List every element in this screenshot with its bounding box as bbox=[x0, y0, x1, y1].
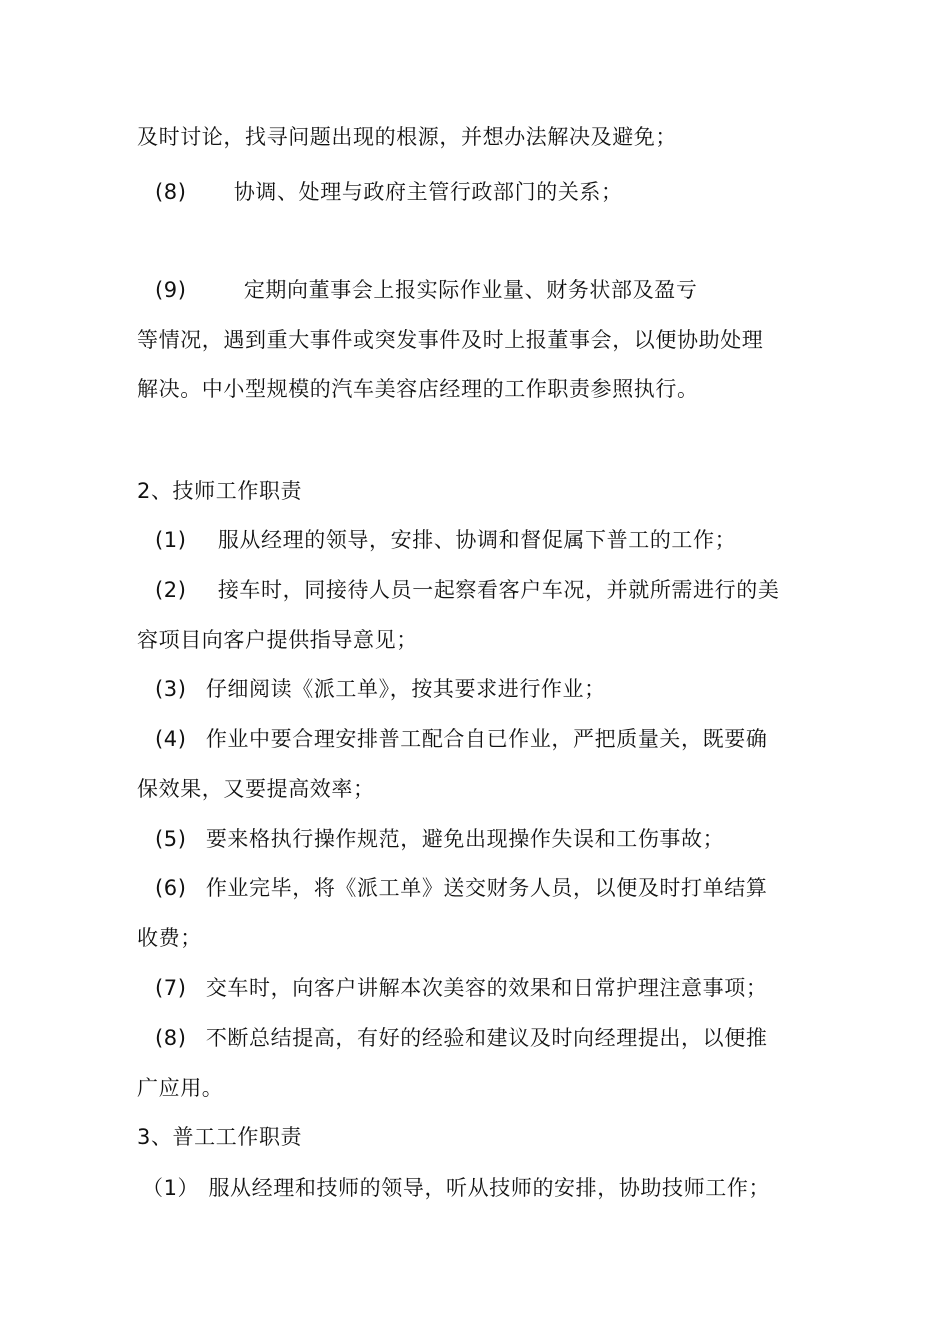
list-item-manager-9 bbox=[155, 276, 697, 304]
list-item-technician-7 bbox=[155, 974, 767, 1002]
item-text: 作业中要合理安排普工配合自已作业，严把质量关，既要确 bbox=[205, 727, 768, 751]
list-item-technician-5 bbox=[155, 825, 724, 853]
item-number: (7) bbox=[155, 976, 187, 1000]
item-text: 服从经理和技师的领导，听从技师的安排，协助技师工作； bbox=[208, 1176, 771, 1200]
item-number: (1) bbox=[155, 528, 187, 552]
item-text: 协调、处理与政府主管行政部门的关系； bbox=[233, 180, 623, 204]
item-number: (2) bbox=[155, 578, 187, 602]
item-number: (6) bbox=[155, 876, 187, 900]
paragraph-line: 等情况，遇到重大事件或突发事件及时上报董事会，以便协助处理 bbox=[137, 328, 764, 352]
item-number: (9) bbox=[155, 278, 187, 302]
paragraph-line: 解决。中小型规模的汽车美容店经理的工作职责参照执行。 bbox=[137, 377, 699, 401]
item-number: （1） bbox=[142, 1176, 200, 1200]
list-item-worker-1 bbox=[142, 1174, 770, 1202]
paragraph-line: 收费； bbox=[137, 926, 202, 950]
paragraph-line: 广应用。 bbox=[137, 1076, 224, 1100]
item-text: 定期向董事会上报实际作业量、财务状部及盈亏 bbox=[243, 278, 698, 302]
item-text: 交车时，向客户讲解本次美容的效果和日常护理注意事项； bbox=[205, 976, 768, 1000]
item-number: (8) bbox=[155, 1026, 187, 1050]
list-item-manager-8 bbox=[155, 178, 623, 206]
paragraph-line: 容项目向客户提供指导意见； bbox=[137, 628, 418, 652]
item-number: (3) bbox=[155, 677, 187, 701]
item-number: (4) bbox=[155, 727, 187, 751]
item-text: 作业完毕，将《派工单》送交财务人员，以便及时打单结算 bbox=[205, 876, 768, 900]
item-text: 服从经理的领导，安排、协调和督促属下普工的工作； bbox=[217, 528, 737, 552]
item-text: 仔细阅读《派工单》，按其要求进行作业； bbox=[205, 677, 606, 701]
paragraph-line: 及时讨论，找寻问题出现的根源，并想办法解决及避免； bbox=[137, 125, 677, 149]
item-text: 不断总结提高，有好的经验和建议及时向经理提出，以便推 bbox=[205, 1026, 768, 1050]
list-item-technician-4 bbox=[155, 725, 767, 753]
item-number: (5) bbox=[155, 827, 187, 851]
section-heading-worker: 3、普工工作职责 bbox=[137, 1125, 303, 1149]
list-item-technician-8 bbox=[155, 1024, 767, 1052]
list-item-technician-3 bbox=[155, 675, 606, 703]
item-number: (8) bbox=[155, 180, 187, 204]
section-heading-technician: 2、技师工作职责 bbox=[137, 479, 303, 503]
list-item-technician-1 bbox=[155, 526, 736, 554]
list-item-technician-2 bbox=[155, 576, 779, 604]
paragraph-line: 保效果，又要提高效率； bbox=[137, 777, 375, 801]
item-text: 接车时，同接待人员一起察看客户车况，并就所需进行的美 bbox=[217, 578, 780, 602]
list-item-technician-6 bbox=[155, 874, 767, 902]
item-text: 要来格执行操作规范，避免出现操作失误和工伤事故； bbox=[205, 827, 725, 851]
